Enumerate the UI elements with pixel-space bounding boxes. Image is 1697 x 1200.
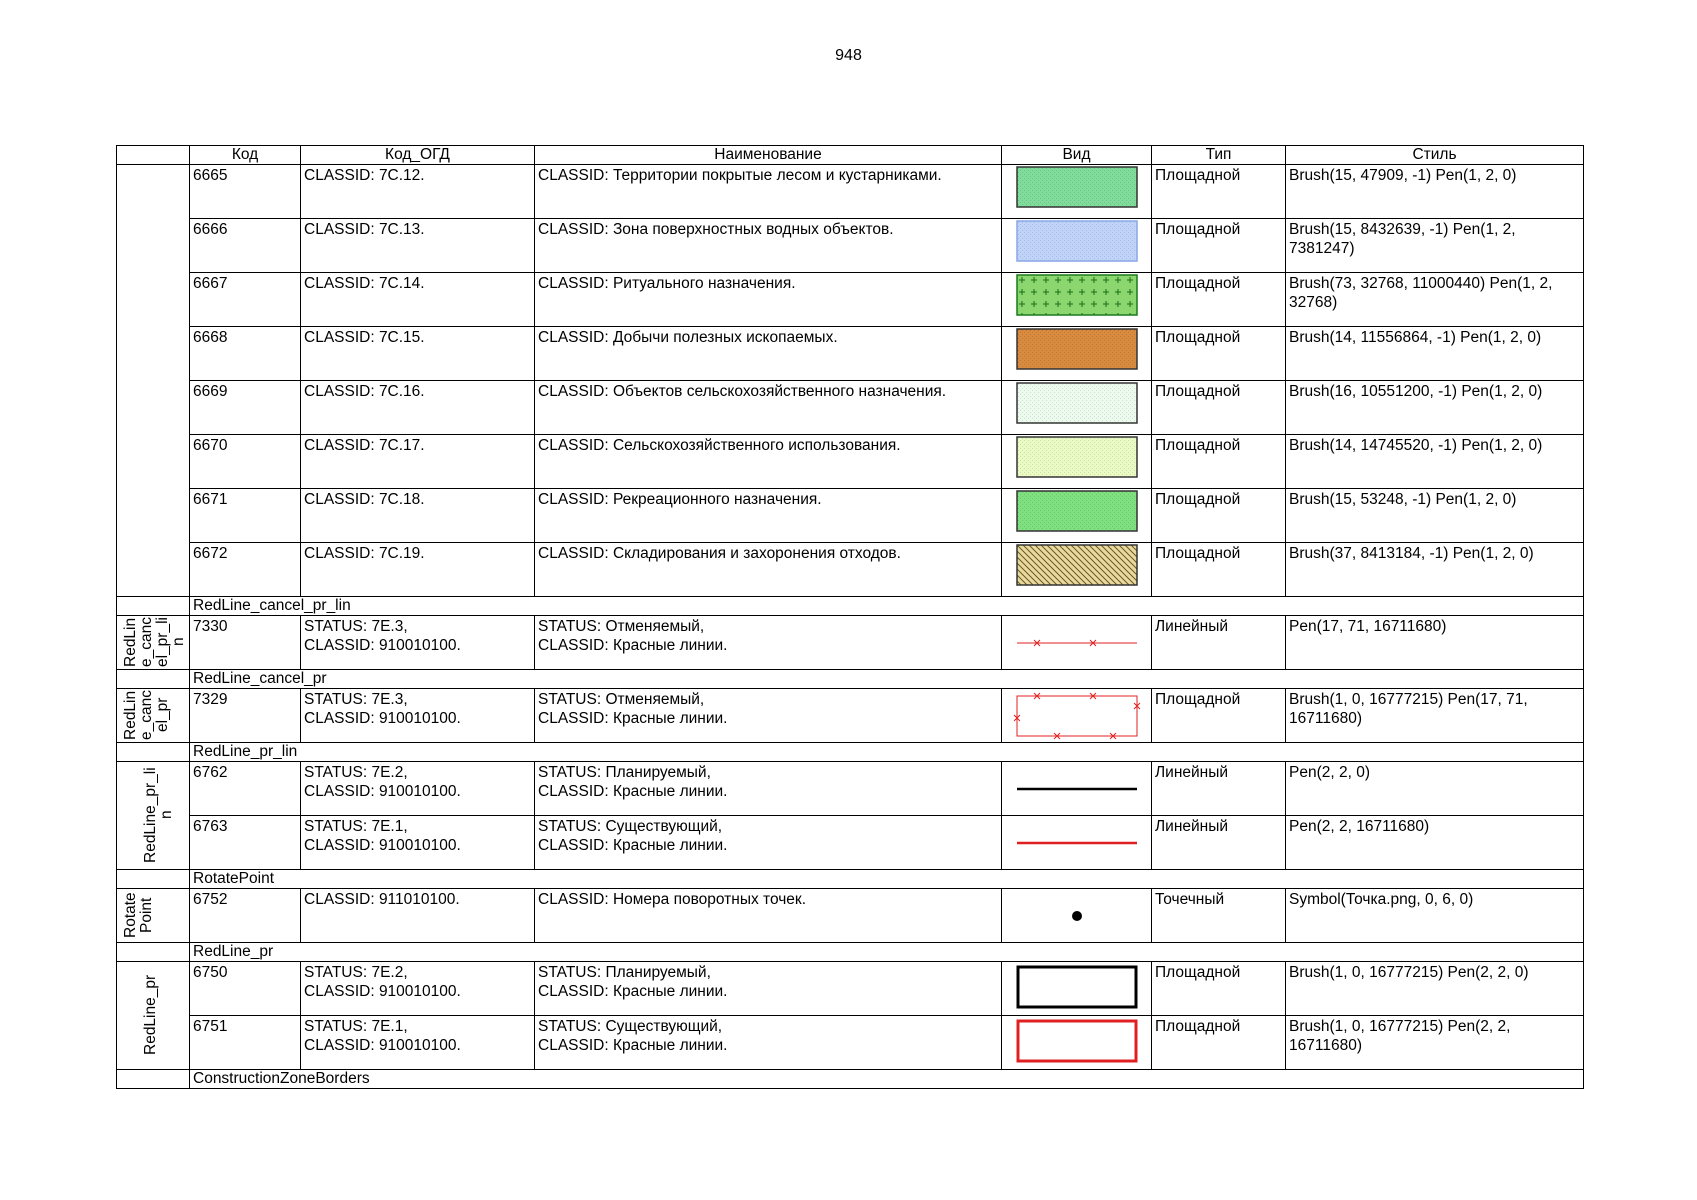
ogd-code-cell-line: CLASSID: 910010100. — [304, 1037, 461, 1054]
red-cross-rect-symbol-icon — [1015, 690, 1139, 738]
legend-body — [117, 165, 1584, 1089]
ogd-code-cell-line: STATUS: 7E.2, — [304, 764, 408, 781]
ogd-code-cell-line: CLASSID: 910010100. — [304, 983, 461, 1000]
style-cell: Pen(2, 2, 16711680) — [1286, 816, 1584, 870]
view-cell — [1002, 381, 1152, 435]
style-cell: Brush(14, 14745520, -1) Pen(1, 2, 0) — [1286, 435, 1584, 489]
ogd-code-cell-line: STATUS: 7E.3, — [304, 691, 408, 708]
view-cell — [1002, 327, 1152, 381]
header-type: Тип — [1152, 146, 1286, 165]
red-line-symbol-icon — [1015, 817, 1139, 865]
type-cell: Площадной — [1152, 1016, 1286, 1070]
name-cell — [535, 889, 1002, 943]
legend-table — [116, 145, 1584, 1089]
view-cell — [1002, 543, 1152, 597]
fill-swatch-icon — [1016, 544, 1138, 586]
table-row — [117, 816, 1584, 870]
type-cell: Площадной — [1152, 327, 1286, 381]
name-cell-line: CLASSID: Красные линии. — [538, 783, 728, 800]
name-cell-line: CLASSID: Красные линии. — [538, 1037, 728, 1054]
group-label-cell — [117, 689, 190, 743]
view-cell — [1002, 889, 1152, 943]
header-view: Вид — [1002, 146, 1152, 165]
table-row — [117, 762, 1584, 816]
header-code: Код — [190, 146, 301, 165]
section-header-row — [117, 870, 1584, 889]
name-cell — [535, 689, 1002, 743]
name-cell — [535, 1016, 1002, 1070]
fill-swatch-icon — [1016, 220, 1138, 262]
ogd-code-cell-line: CLASSID: 910010100. — [304, 710, 461, 727]
style-cell: Brush(16, 10551200, -1) Pen(1, 2, 0) — [1286, 381, 1584, 435]
code-cell: 6750 — [190, 962, 301, 1016]
style-cell: Brush(1, 0, 16777215) Pen(2, 2, 0) — [1286, 962, 1584, 1016]
group-label: RedLine_cancel_pr — [122, 690, 171, 740]
section-header-spacer — [117, 943, 190, 962]
name-cell: CLASSID: Ритуального назначения. — [535, 273, 1002, 327]
code-cell: 6672 — [190, 543, 301, 597]
style-cell: Brush(37, 8413184, -1) Pen(1, 2, 0) — [1286, 543, 1584, 597]
section-header-spacer — [117, 870, 190, 889]
group-label-cell — [117, 616, 190, 670]
ogd-code-cell: CLASSID: 7C.18. — [301, 489, 535, 543]
group-label: RedLine_pr_lin — [142, 767, 175, 863]
ogd-code-cell: CLASSID: 7C.17. — [301, 435, 535, 489]
type-cell: Площадной — [1152, 435, 1286, 489]
dot-symbol-icon — [1015, 890, 1139, 938]
group-label-cell — [117, 762, 190, 870]
table-row — [117, 962, 1584, 1016]
section-title: ConstructionZoneBorders — [190, 1070, 1584, 1089]
view-cell — [1002, 816, 1152, 870]
view-cell — [1002, 165, 1152, 219]
section-header-spacer — [117, 1070, 190, 1089]
ogd-code-cell-line: CLASSID: 910010100. — [304, 783, 461, 800]
ogd-code-cell: CLASSID: 7C.15. — [301, 327, 535, 381]
ogd-code-cell: CLASSID: 7C.12. — [301, 165, 535, 219]
section-header-row — [117, 670, 1584, 689]
code-cell: 6666 — [190, 219, 301, 273]
ogd-code-cell: CLASSID: 7C.16. — [301, 381, 535, 435]
style-cell: Brush(14, 11556864, -1) Pen(1, 2, 0) — [1286, 327, 1584, 381]
red-cross-line-symbol-icon — [1015, 617, 1139, 665]
code-cell: 6763 — [190, 816, 301, 870]
view-cell — [1002, 616, 1152, 670]
code-cell: 6667 — [190, 273, 301, 327]
name-cell: CLASSID: Складирования и захоронения отходов. — [535, 543, 1002, 597]
style-cell: Brush(73, 32768, 11000440) Pen(1, 2, 32768) — [1286, 273, 1584, 327]
ogd-code-cell: CLASSID: 7C.19. — [301, 543, 535, 597]
table-row — [117, 435, 1584, 489]
group-label-cell — [117, 889, 190, 943]
section-header-row — [117, 743, 1584, 762]
fill-swatch-icon — [1016, 166, 1138, 208]
black-line-symbol-icon — [1015, 763, 1139, 811]
ogd-code-cell — [301, 1016, 535, 1070]
name-cell: CLASSID: Добычи полезных ископаемых. — [535, 327, 1002, 381]
group-cell-continued — [117, 165, 190, 597]
table-row — [117, 327, 1584, 381]
type-cell: Линейный — [1152, 816, 1286, 870]
name-cell-line: CLASSID: Номера поворотных точек. — [538, 891, 807, 908]
table-row — [117, 1016, 1584, 1070]
type-cell: Площадной — [1152, 962, 1286, 1016]
name-cell-line: CLASSID: Красные линии. — [538, 837, 728, 854]
group-label: RedLine_pr — [142, 974, 159, 1056]
code-cell: 7329 — [190, 689, 301, 743]
header-spacer — [117, 146, 190, 165]
style-cell: Brush(1, 0, 16777215) Pen(2, 2, 16711680) — [1286, 1016, 1584, 1070]
type-cell: Площадной — [1152, 273, 1286, 327]
name-cell-line: STATUS: Существующий, — [538, 1018, 723, 1035]
view-cell — [1002, 1016, 1152, 1070]
black-rect-symbol-icon — [1015, 963, 1139, 1011]
view-cell — [1002, 962, 1152, 1016]
name-cell: CLASSID: Зона поверхностных водных объектов. — [535, 219, 1002, 273]
view-cell — [1002, 435, 1152, 489]
ogd-code-cell — [301, 889, 535, 943]
header-name: Наименование — [535, 146, 1002, 165]
ogd-code-cell — [301, 689, 535, 743]
style-cell: Brush(15, 53248, -1) Pen(1, 2, 0) — [1286, 489, 1584, 543]
view-cell — [1002, 489, 1152, 543]
table-row — [117, 889, 1584, 943]
type-cell: Площадной — [1152, 543, 1286, 597]
view-cell — [1002, 689, 1152, 743]
ogd-code-cell-line: CLASSID: 910010100. — [304, 837, 461, 854]
name-cell-line: STATUS: Планируемый, — [538, 764, 711, 781]
ogd-code-cell: CLASSID: 7C.13. — [301, 219, 535, 273]
type-cell: Линейный — [1152, 762, 1286, 816]
section-title: RedLine_pr_lin — [190, 743, 1584, 762]
ogd-code-cell-line: CLASSID: 910010100. — [304, 637, 461, 654]
section-header-row — [117, 597, 1584, 616]
name-cell-line: CLASSID: Красные линии. — [538, 983, 728, 1000]
view-cell — [1002, 219, 1152, 273]
section-header-spacer — [117, 597, 190, 616]
section-title: RedLine_cancel_pr_lin — [190, 597, 1584, 616]
type-cell: Точечный — [1152, 889, 1286, 943]
view-cell — [1002, 273, 1152, 327]
view-cell — [1002, 762, 1152, 816]
table-row — [117, 219, 1584, 273]
style-cell: Pen(17, 71, 16711680) — [1286, 616, 1584, 670]
section-header-row — [117, 943, 1584, 962]
group-label: RedLine_cancel_pr_lin — [122, 617, 187, 667]
name-cell — [535, 816, 1002, 870]
style-cell: Brush(15, 8432639, -1) Pen(1, 2, 7381247) — [1286, 219, 1584, 273]
name-cell-line: STATUS: Отменяемый, — [538, 618, 705, 635]
code-cell: 6671 — [190, 489, 301, 543]
group-label: Rotate Point — [122, 892, 155, 938]
header-row — [117, 146, 1584, 165]
code-cell: 6762 — [190, 762, 301, 816]
name-cell: CLASSID: Сельскохозяйственного использования. — [535, 435, 1002, 489]
name-cell-line: STATUS: Существующий, — [538, 818, 723, 835]
type-cell: Площадной — [1152, 381, 1286, 435]
table-row — [117, 616, 1584, 670]
ogd-code-cell-line: STATUS: 7E.1, — [304, 818, 408, 835]
fill-swatch-icon — [1016, 328, 1138, 370]
name-cell — [535, 616, 1002, 670]
table-row — [117, 273, 1584, 327]
type-cell: Площадной — [1152, 489, 1286, 543]
code-cell: 7330 — [190, 616, 301, 670]
fill-swatch-icon — [1016, 436, 1138, 478]
code-cell: 6752 — [190, 889, 301, 943]
type-cell: Линейный — [1152, 616, 1286, 670]
header-style: Стиль — [1286, 146, 1584, 165]
fill-swatch-icon — [1016, 490, 1138, 532]
table-row — [117, 165, 1584, 219]
type-cell: Площадной — [1152, 165, 1286, 219]
style-cell: Symbol(Точка.png, 0, 6, 0) — [1286, 889, 1584, 943]
ogd-code-cell-line: STATUS: 7E.1, — [304, 1018, 408, 1035]
code-cell: 6669 — [190, 381, 301, 435]
section-header-row — [117, 1070, 1584, 1089]
ogd-code-cell — [301, 962, 535, 1016]
type-cell: Площадной — [1152, 219, 1286, 273]
name-cell: CLASSID: Объектов сельскохозяйственного назначения. — [535, 381, 1002, 435]
style-cell: Brush(15, 47909, -1) Pen(1, 2, 0) — [1286, 165, 1584, 219]
name-cell: CLASSID: Территории покрытые лесом и кустарниками. — [535, 165, 1002, 219]
page-number: 948 — [835, 47, 862, 64]
code-cell: 6665 — [190, 165, 301, 219]
section-header-spacer — [117, 670, 190, 689]
ogd-code-cell-line: CLASSID: 911010100. — [304, 891, 460, 908]
ogd-code-cell — [301, 816, 535, 870]
name-cell — [535, 762, 1002, 816]
section-title: RedLine_cancel_pr — [190, 670, 1584, 689]
ogd-code-cell — [301, 762, 535, 816]
style-cell: Pen(2, 2, 0) — [1286, 762, 1584, 816]
ogd-code-cell: CLASSID: 7C.14. — [301, 273, 535, 327]
table-row — [117, 543, 1584, 597]
header-ogd-code: Код_ОГД — [301, 146, 535, 165]
group-label-cell — [117, 962, 190, 1070]
ogd-code-cell-line: STATUS: 7E.2, — [304, 964, 408, 981]
ogd-code-cell-line: STATUS: 7E.3, — [304, 618, 408, 635]
table-row — [117, 689, 1584, 743]
name-cell-line: STATUS: Планируемый, — [538, 964, 711, 981]
fill-swatch-icon — [1016, 382, 1138, 424]
section-title: RotatePoint — [190, 870, 1584, 889]
code-cell: 6670 — [190, 435, 301, 489]
code-cell: 6668 — [190, 327, 301, 381]
red-rect-symbol-icon — [1015, 1017, 1139, 1065]
name-cell — [535, 962, 1002, 1016]
code-cell: 6751 — [190, 1016, 301, 1070]
section-title: RedLine_pr — [190, 943, 1584, 962]
ogd-code-cell — [301, 616, 535, 670]
fill-swatch-icon — [1016, 274, 1138, 316]
table-row — [117, 381, 1584, 435]
type-cell: Площадной — [1152, 689, 1286, 743]
name-cell: CLASSID: Рекреационного назначения. — [535, 489, 1002, 543]
name-cell-line: CLASSID: Красные линии. — [538, 710, 728, 727]
name-cell-line: STATUS: Отменяемый, — [538, 691, 705, 708]
table-row — [117, 489, 1584, 543]
style-cell: Brush(1, 0, 16777215) Pen(17, 71, 16711680) — [1286, 689, 1584, 743]
section-header-spacer — [117, 743, 190, 762]
name-cell-line: CLASSID: Красные линии. — [538, 637, 728, 654]
